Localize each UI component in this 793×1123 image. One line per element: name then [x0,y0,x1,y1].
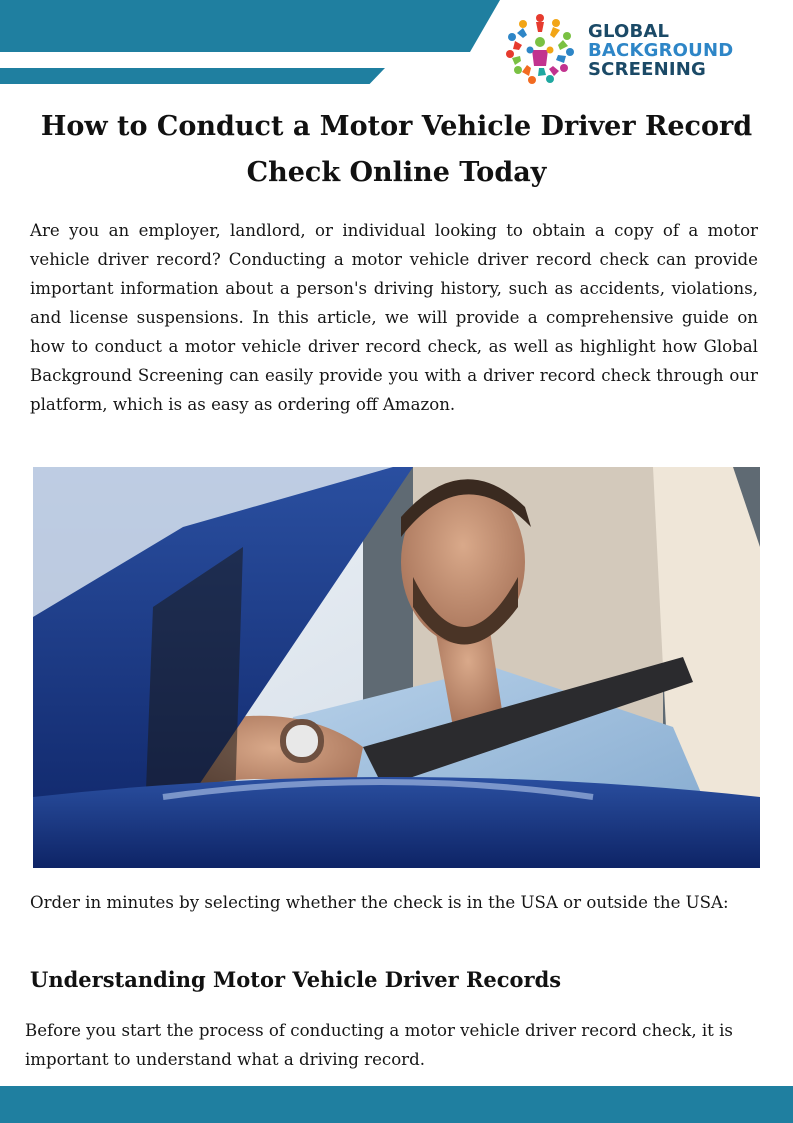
header-band-accent [0,68,385,84]
photo-illustration [33,467,760,868]
order-instructions: Order in minutes by selecting whether the check is in the USA or outside the USA: [30,893,729,912]
header-band-top [0,0,500,52]
intro-paragraph: Are you an employer, landlord, or individual looking to obtain a copy of a motor vehicle driver record? Conducting a motor vehicle driver record check can provide important information about a person's driving history, such as accidents, violations, and license suspensions. In this article, we will provide a comprehensive guide on how to conduct a motor vehicle driver record check, as well as highlight how Global Background Screening can easily provide you with a driver record check through our platform, which is as easy as ordering off Amazon. [30,221,758,414]
people-circle-logo-icon [500,10,580,90]
brand-line-screening: SCREENING [588,59,707,80]
brand-line-background: BACKGROUND [588,40,734,61]
footer-band [0,1086,793,1123]
section-paragraph: Before you start the process of conducting a motor vehicle driver record check, it is important to understand what a driving record. [25,1021,733,1069]
brand-line-global: GLOBAL [588,21,670,42]
page-title: How to Conduct a Motor Vehicle Driver Record Check Online Today [40,111,753,188]
brand-wordmark [588,22,733,79]
section-heading: Understanding Motor Vehicle Driver Records [30,967,562,992]
brand-logo[interactable] [500,10,780,90]
man-driving-car-photo [33,467,760,868]
